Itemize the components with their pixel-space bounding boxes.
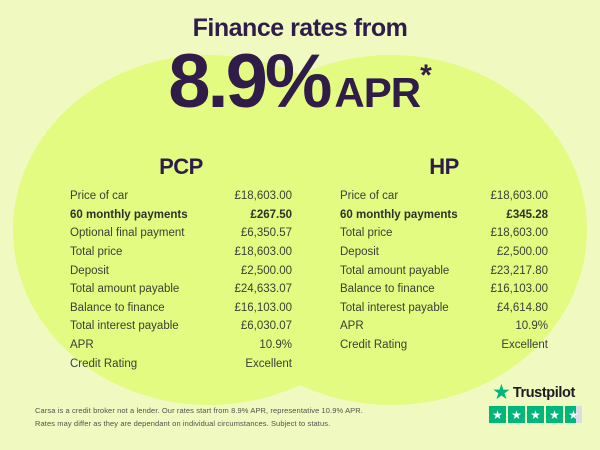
row-label: 60 monthly payments bbox=[70, 208, 188, 221]
row-label: APR bbox=[70, 339, 94, 352]
row-value: £4,614.80 bbox=[496, 301, 548, 314]
row-label: Total amount payable bbox=[340, 264, 450, 277]
row-value: £23,217.80 bbox=[490, 264, 548, 277]
row-value: Excellent bbox=[245, 357, 292, 370]
row-label: APR bbox=[340, 320, 364, 333]
row-label: Deposit bbox=[70, 264, 109, 277]
star-box bbox=[508, 406, 525, 423]
disclaimer-line-1: Carsa is a credit broker not a lender. Our rates start from 8.9% APR, representative 10.9% APR. bbox=[35, 406, 363, 415]
finance-row bbox=[340, 317, 548, 336]
finance-row bbox=[340, 224, 548, 243]
finance-row bbox=[70, 336, 292, 355]
headline-rate bbox=[0, 39, 600, 124]
finance-row bbox=[70, 317, 292, 336]
finance-row bbox=[340, 261, 548, 280]
finance-row bbox=[70, 261, 292, 280]
row-label: Balance to finance bbox=[340, 283, 435, 296]
row-value: £6,030.07 bbox=[240, 320, 292, 333]
row-value: £2,500.00 bbox=[496, 246, 548, 259]
row-value: £18,603.00 bbox=[490, 227, 548, 240]
row-label: Total interest payable bbox=[70, 320, 179, 333]
row-value: 10.9% bbox=[259, 339, 292, 352]
row-label: Credit Rating bbox=[70, 357, 138, 370]
star-box bbox=[527, 406, 544, 423]
finance-row bbox=[70, 299, 292, 318]
row-label: Total price bbox=[340, 227, 393, 240]
disclaimer-line-2: Rates may differ as they are dependant on individual circumstances. Subject to status. bbox=[35, 419, 331, 428]
row-label: Total price bbox=[70, 246, 123, 259]
row-label: Price of car bbox=[340, 190, 399, 203]
star-icon: ★ bbox=[492, 407, 503, 422]
trustpilot-star-icon: ★ bbox=[492, 380, 511, 404]
row-label: 60 monthly payments bbox=[340, 208, 458, 221]
row-value: £267.50 bbox=[250, 208, 292, 221]
star-icon: ★ bbox=[568, 407, 579, 422]
row-value: £6,350.57 bbox=[240, 227, 292, 240]
pcp-column bbox=[70, 154, 292, 373]
star-box-partial bbox=[565, 406, 582, 423]
row-label: Total interest payable bbox=[340, 301, 449, 314]
disclaimer-text bbox=[35, 404, 375, 430]
row-value: £18,603.00 bbox=[490, 190, 548, 203]
row-value: £2,500.00 bbox=[240, 264, 292, 277]
row-value: £16,103.00 bbox=[234, 301, 292, 314]
finance-row bbox=[340, 243, 548, 262]
row-label: Price of car bbox=[70, 190, 129, 203]
rate-unit: APR bbox=[334, 69, 421, 116]
star-icon: ★ bbox=[511, 407, 522, 422]
hp-column bbox=[340, 154, 548, 354]
rate-value: 8.9% bbox=[168, 39, 330, 124]
row-label: Deposit bbox=[340, 246, 379, 259]
star-icon: ★ bbox=[549, 407, 560, 422]
row-value: £24,633.07 bbox=[234, 283, 292, 296]
row-value: £18,603.00 bbox=[234, 246, 292, 259]
trustpilot-rating-stars bbox=[489, 406, 582, 423]
row-value: Excellent bbox=[501, 339, 548, 352]
row-label: Balance to finance bbox=[70, 301, 165, 314]
finance-row bbox=[70, 224, 292, 243]
trustpilot-logo bbox=[492, 382, 575, 403]
trustpilot-brand-name: Trustpilot bbox=[512, 384, 575, 401]
pcp-heading: PCP bbox=[159, 154, 203, 179]
finance-row bbox=[70, 280, 292, 299]
finance-row bbox=[70, 243, 292, 262]
row-value: 10.9% bbox=[515, 320, 548, 333]
finance-row bbox=[340, 336, 548, 355]
row-value: £345.28 bbox=[506, 208, 548, 221]
row-label: Credit Rating bbox=[340, 339, 408, 352]
pcp-table bbox=[70, 187, 292, 373]
finance-row bbox=[70, 187, 292, 206]
row-value: £18,603.00 bbox=[234, 190, 292, 203]
rate-asterisk: * bbox=[420, 59, 432, 92]
star-icon: ★ bbox=[530, 407, 541, 422]
finance-row bbox=[70, 354, 292, 373]
row-value: £16,103.00 bbox=[490, 283, 548, 296]
finance-row bbox=[340, 280, 548, 299]
finance-row bbox=[340, 187, 548, 206]
star-box bbox=[489, 406, 506, 423]
finance-row bbox=[340, 206, 548, 225]
finance-row bbox=[340, 299, 548, 318]
row-label: Optional final payment bbox=[70, 227, 185, 240]
finance-row bbox=[70, 206, 292, 225]
hp-heading: HP bbox=[429, 154, 459, 179]
row-label: Total amount payable bbox=[70, 283, 180, 296]
page-title: Finance rates from bbox=[192, 14, 408, 42]
hp-table bbox=[340, 187, 548, 354]
star-box bbox=[546, 406, 563, 423]
